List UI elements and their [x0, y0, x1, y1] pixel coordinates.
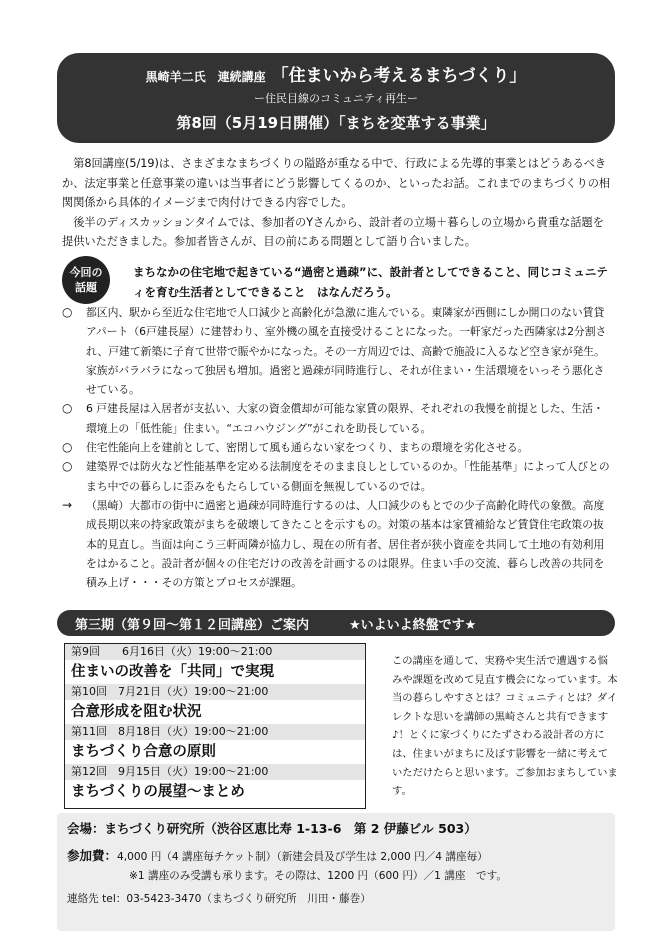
venue-line: 会場：まちづくり研究所（渋谷区恵比寿 1-13-6 第 2 伊藤ビル 503） — [67, 821, 477, 836]
fee-note: ※1 講座のみ受講も承ります。その際は、1200 円（600 円）／1 講座 です。 — [129, 870, 507, 882]
fee-text: 4,000 円（4 講座毎チケット制）（新建会員及び学生は 2,000 円／4 講座毎） — [117, 851, 488, 863]
list-item — [62, 303, 614, 399]
venue-box — [57, 813, 615, 931]
session-title: 第8回（5月19日開催）「まちを変革する事業」 — [176, 114, 496, 132]
fee-line — [67, 846, 488, 864]
schedule-title: 合意形成を阻む状況 — [71, 704, 202, 720]
bullet-text: 住宅性能向上を建前として、密閉して風も通らない家をつくり、まちの環境を劣化させる。 — [86, 441, 529, 455]
phase-title: 第三期（第９回〜第１２回講座）ご案内 — [75, 617, 310, 633]
phase-banner — [57, 610, 615, 636]
discussion-points — [62, 303, 614, 592]
header-banner — [57, 53, 615, 143]
intro-paragraph-1: 第8回講座(5/19)は、さまざまなまちづくりの隘路が重なる中で、行政による先導的事業とはどうあるべきか、法定事業と任意事業の違いは当事者にどう影響してくるのか、といったお話。これまでのまちづくりの相関関係から具体的イメージまで肉付けできる内容でした。 — [62, 157, 611, 209]
schedule-title: まちづくりの展望〜まとめ — [71, 784, 245, 800]
schedule-date: 第9回 6月16日（火）19:00〜21:00 — [65, 644, 365, 660]
list-item — [62, 496, 614, 592]
bullet-text: 建築界では防火など性能基準を定める法制度をそのまま良しとしているのか。「性能基準」によって人びとのまち中での暮らしに歪みをもたらしている側面を無視しているのでは。 — [86, 460, 610, 493]
intro-paragraph-2: 後半のディスカッションタイムでは、参加者のYさんから、設計者の立場＋暮らしの立場から貴重な話題を提供いただきました。参加者皆さんが、目の前にある問題として語り合いました。 — [62, 215, 604, 248]
phase-flourish: ★いよいよ終盤です★ — [349, 617, 477, 633]
schedule-table — [64, 643, 366, 809]
bullet-text: 6 戸建長屋は入居者が支払い、大家の資金償却が可能な家賃の限界、それぞれの我慢を前提とした、生活・環境上の「低性能」住まい。“エコハウジング”がこれを助長している。 — [86, 402, 604, 435]
series-subtitle: ー住民目線のコミュニティ再生ー — [254, 92, 418, 105]
series-description: この講座を通して、実務や実生活で遭遇する悩みや課題を改めて見直す機会になっています。本当の暮らしやすさとは？コミュニティとは？ダイレクトな思いを講師の黒崎さんと共有できます♪！とくに家づくりにたずさわる設計者の方には、住まいがまちに及ぼす影響を一緒に考えていただけたらと思います。ご参加おまちしています。 — [392, 655, 618, 798]
schedule-title: まちづくり合意の原則 — [71, 744, 216, 760]
intro-text — [62, 154, 614, 252]
topic-text: まちなかの住宅地で起きている“過密と過疎”に、設計者としてできること、同じコミュニティを育む生活者としてできること はなんだろう。 — [133, 265, 608, 299]
header-organizer-line — [57, 61, 615, 86]
bullet-text: （黒崎）大都市の街中に過密と過疎が同時進行するのは、人口減少のもとでの少子高齢化時代の象徴。高度成長期以来の持家政策がまちを破壊してきたことを示すもの。対策の基本は家賃補給など賃貸住宅政策の抜本的見直し。当面は向こう三軒両隣が協力し、現在の所有者、居住者が狭小資産を共同して土地の有効利用をはかること。設計者が個々の住宅だけの改善を計画するのは限界。住まい手の交流、暮らし改善の共同を積み上げ・・・その方策とプロセスが課題。 — [86, 498, 605, 590]
fee-label: 参加費： — [67, 848, 118, 863]
series-title: 「住まいから考えるまちづくり」 — [271, 66, 527, 86]
schedule-title: 住まいの改善を「共同」で実現 — [71, 664, 274, 680]
bullet-text: 都区内、駅から至近な住宅地で人口減少と高齢化が急激に進んでいる。東隣家が西側にしか開口のない賃貸アパート（6戸建長屋）に建替わり、室外機の風を直接受けることになった。一軒家だった西隣家は2分割され、戸建て新築に子育て世帯で賑やかになった。その一方周辺では、高齢で施設に入るなど空き家が発生。家族がバラバラになって独居も増加。過密と過疎が同時進行し、それが住まい・生活環境をいっそう悪化させている。 — [86, 306, 607, 397]
list-item — [62, 438, 614, 457]
list-item — [62, 399, 614, 438]
contact-line: 連絡先 tel：03-5423-3470（まちづくり研究所 川田・藤巻） — [67, 893, 371, 905]
bullet-marker: ○ — [62, 440, 73, 455]
bullet-marker: ○ — [62, 401, 73, 416]
topic-badge-label: 今回の 話題 — [69, 266, 103, 294]
organizer: 黒崎羊二氏 連続講座 — [145, 70, 266, 84]
topic-badge — [62, 256, 110, 304]
bullet-marker: ○ — [62, 459, 73, 474]
schedule-date: 第11回 8月18日（火）19:00〜21:00 — [65, 724, 365, 740]
schedule-date: 第10回 7月21日（火）19:00〜21:00 — [65, 684, 365, 700]
bullet-marker: ○ — [62, 305, 73, 319]
schedule-date: 第12回 9月15日（火）19:00〜21:00 — [65, 764, 365, 780]
bullet-marker: → — [62, 497, 73, 512]
list-item — [62, 457, 614, 496]
